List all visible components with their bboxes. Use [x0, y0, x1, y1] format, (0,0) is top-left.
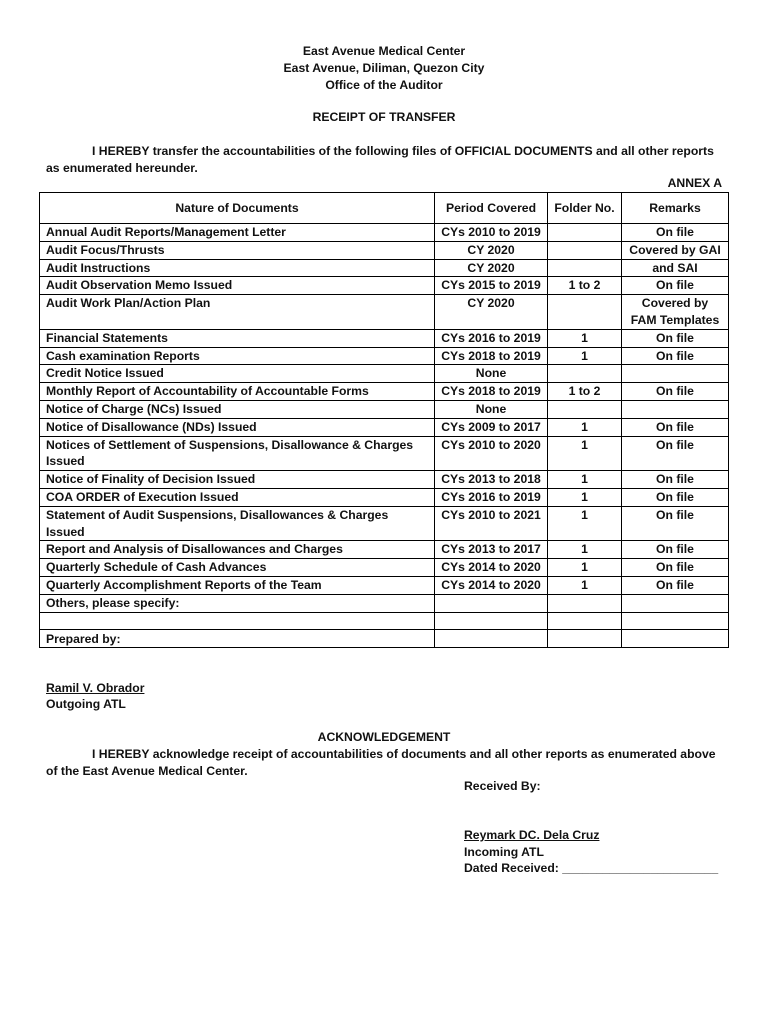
table-row — [40, 471, 729, 489]
table-row — [40, 488, 729, 506]
header-address: East Avenue, Diliman, Quezon City — [283, 61, 485, 75]
remarks-cell: On file — [622, 329, 729, 347]
dated-received: Dated Received: _______________________ — [464, 861, 719, 875]
period-cell: CYs 2010 to 2021 — [435, 506, 548, 541]
period-cell — [435, 630, 548, 648]
folder-cell — [548, 400, 622, 418]
remarks-cell: On file — [622, 347, 729, 365]
period-cell: CYs 2018 to 2019 — [435, 347, 548, 365]
table-row — [40, 241, 729, 259]
folder-cell: 1 — [548, 506, 622, 541]
table-row — [40, 594, 729, 612]
table-row — [40, 559, 729, 577]
folder-cell: 1 — [548, 576, 622, 594]
acknowledgement-paragraph — [46, 746, 726, 780]
nature-cell: Monthly Report of Accountability of Accountable Forms — [40, 383, 435, 401]
document-title: RECEIPT OF TRANSFER — [312, 110, 456, 124]
prepared-label: Prepared by: — [46, 632, 121, 646]
nature-cell: Credit Notice Issued — [40, 365, 435, 383]
folder-cell: 1 — [548, 488, 622, 506]
nature-cell: Audit Observation Memo Issued — [40, 277, 435, 295]
folder-cell: 1 — [548, 559, 622, 577]
folder-cell: 1 to 2 — [548, 277, 622, 295]
period-cell: CYs 2010 to 2020 — [435, 436, 548, 471]
period-cell — [435, 612, 548, 630]
receiver-role: Incoming ATL — [464, 845, 544, 859]
table-row — [40, 506, 729, 541]
nature-cell: Cash examination Reports — [40, 347, 435, 365]
period-cell: CYs 2018 to 2019 — [435, 383, 548, 401]
remarks-cell: On file — [622, 541, 729, 559]
folder-cell — [548, 594, 622, 612]
remarks-cell — [622, 630, 729, 648]
remarks-cell: On file — [622, 277, 729, 295]
period-cell: CY 2020 — [435, 259, 548, 277]
nature-cell: Notices of Settlement of Suspensions, Disallowance & Charges Issued — [40, 436, 435, 471]
folder-cell — [548, 630, 622, 648]
remarks-cell: On file — [622, 224, 729, 242]
period-cell: CYs 2016 to 2019 — [435, 488, 548, 506]
remarks-cell: On file — [622, 506, 729, 541]
nature-cell — [40, 612, 435, 630]
period-cell: CYs 2009 to 2017 — [435, 418, 548, 436]
folder-cell — [548, 365, 622, 383]
folder-cell: 1 — [548, 418, 622, 436]
header-remarks: Remarks — [622, 193, 729, 224]
table-row — [40, 277, 729, 295]
remarks-cell — [622, 400, 729, 418]
folder-cell: 1 — [548, 436, 622, 471]
folder-cell: 1 — [548, 347, 622, 365]
period-cell: None — [435, 365, 548, 383]
table-row — [40, 436, 729, 471]
table-row — [40, 630, 729, 648]
intro-paragraph — [46, 143, 726, 177]
remarks-cell: and SAI — [622, 259, 729, 277]
receiver-name: Reymark DC. Dela Cruz — [464, 828, 600, 842]
table-row — [40, 541, 729, 559]
nature-cell: Notice of Disallowance (NDs) Issued — [40, 418, 435, 436]
nature-cell: Report and Analysis of Disallowances and Charges — [40, 541, 435, 559]
table-row — [40, 576, 729, 594]
period-cell: CY 2020 — [435, 241, 548, 259]
nature-cell: Annual Audit Reports/Management Letter — [40, 224, 435, 242]
header-period: Period Covered — [435, 193, 548, 224]
nature-cell: Statement of Audit Suspensions, Disallowances & Charges Issued — [40, 506, 435, 541]
remarks-cell: On file — [622, 471, 729, 489]
remarks-cell: On file — [622, 559, 729, 577]
documents-table — [39, 192, 729, 648]
folder-cell: 1 — [548, 471, 622, 489]
received-label: Received By: — [464, 779, 541, 793]
folder-cell: 1 — [548, 541, 622, 559]
table-row — [40, 383, 729, 401]
acknowledgement-title: ACKNOWLEDGEMENT — [317, 730, 451, 744]
table-row — [40, 295, 729, 330]
period-cell: CYs 2013 to 2018 — [435, 471, 548, 489]
header-office: Office of the Auditor — [325, 78, 443, 92]
remarks-cell: On file — [622, 383, 729, 401]
folder-cell: 1 to 2 — [548, 383, 622, 401]
remarks-cell: On file — [622, 576, 729, 594]
acknowledgement-text: I HEREBY acknowledge receipt of accountabilities of documents and all other reports as enumerated above of the East Avenue Medical Center. — [46, 747, 716, 778]
period-cell: CY 2020 — [435, 295, 548, 330]
period-cell — [435, 594, 548, 612]
header-folder: Folder No. — [548, 193, 622, 224]
folder-cell: 1 — [548, 329, 622, 347]
remarks-cell: Covered by GAI — [622, 241, 729, 259]
remarks-cell — [622, 612, 729, 630]
remarks-cell — [622, 594, 729, 612]
table-row — [40, 612, 729, 630]
table-row — [40, 418, 729, 436]
period-cell: CYs 2016 to 2019 — [435, 329, 548, 347]
remarks-cell: On file — [622, 488, 729, 506]
period-cell: CYs 2013 to 2017 — [435, 541, 548, 559]
table-row — [40, 329, 729, 347]
header-nature: Nature of Documents — [40, 193, 435, 224]
remarks-cell: On file — [622, 436, 729, 471]
table-row — [40, 259, 729, 277]
folder-cell — [548, 612, 622, 630]
remarks-cell: Covered by FAM Templates — [622, 295, 729, 330]
folder-cell — [548, 295, 622, 330]
nature-cell: Audit Instructions — [40, 259, 435, 277]
table-row — [40, 224, 729, 242]
period-cell: CYs 2014 to 2020 — [435, 576, 548, 594]
period-cell: CYs 2015 to 2019 — [435, 277, 548, 295]
table-row — [40, 400, 729, 418]
nature-cell: COA ORDER of Execution Issued — [40, 488, 435, 506]
table-header-row — [40, 193, 729, 224]
nature-cell: Audit Focus/Thrusts — [40, 241, 435, 259]
nature-cell: Quarterly Accomplishment Reports of the Team — [40, 576, 435, 594]
period-cell: None — [435, 400, 548, 418]
nature-cell: Quarterly Schedule of Cash Advances — [40, 559, 435, 577]
remarks-cell: On file — [622, 418, 729, 436]
nature-cell: Notice of Finality of Decision Issued — [40, 471, 435, 489]
remarks-cell — [622, 365, 729, 383]
period-cell: CYs 2010 to 2019 — [435, 224, 548, 242]
preparer-role: Outgoing ATL — [46, 697, 126, 711]
period-cell: CYs 2014 to 2020 — [435, 559, 548, 577]
table-row — [40, 347, 729, 365]
annex-label: ANNEX A — [667, 176, 722, 190]
table-row — [40, 365, 729, 383]
folder-cell — [548, 224, 622, 242]
header-org: East Avenue Medical Center — [302, 44, 466, 58]
nature-cell: Audit Work Plan/Action Plan — [40, 295, 435, 330]
folder-cell — [548, 241, 622, 259]
folder-cell — [548, 259, 622, 277]
nature-cell: Notice of Charge (NCs) Issued — [40, 400, 435, 418]
nature-cell: Financial Statements — [40, 329, 435, 347]
table-body — [40, 224, 729, 648]
intro-text: I HEREBY transfer the accountabilities of the following files of OFFICIAL DOCUMENTS and all other reports as enumerated hereunder. — [46, 144, 714, 175]
preparer-name: Ramil V. Obrador — [46, 681, 145, 695]
nature-cell: Others, please specify: — [40, 594, 435, 612]
